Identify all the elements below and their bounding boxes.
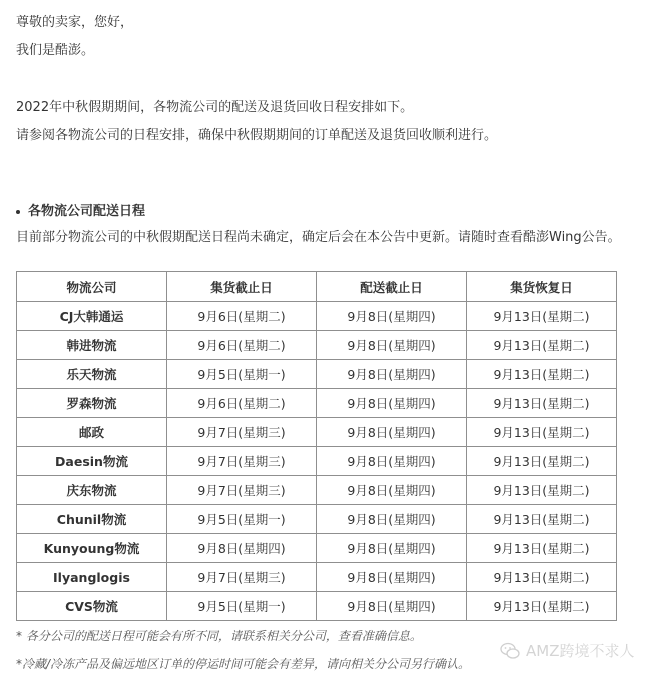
greeting: 尊敬的卖家，您好， — [16, 15, 134, 30]
cell-pickup-resume: 9月13日(星期二) — [467, 592, 617, 621]
cell-carrier: Chunil物流 — [17, 505, 167, 534]
cell-delivery-cutoff: 9月8日(星期四) — [317, 534, 467, 563]
section-title — [16, 200, 145, 219]
table-row — [17, 389, 617, 418]
intro-we-are: 我们是酷澎。 — [16, 43, 95, 58]
table-row — [17, 331, 617, 360]
bullet-icon — [16, 210, 20, 214]
cell-carrier: 乐天物流 — [17, 360, 167, 389]
cell-carrier: 罗森物流 — [17, 389, 167, 418]
cell-delivery-cutoff: 9月8日(星期四) — [317, 476, 467, 505]
cell-delivery-cutoff: 9月8日(星期四) — [317, 331, 467, 360]
cell-carrier: Daesin物流 — [17, 447, 167, 476]
cell-pickup-cutoff: 9月5日(星期一) — [167, 360, 317, 389]
cell-pickup-cutoff: 9月6日(星期二) — [167, 302, 317, 331]
cell-pickup-resume: 9月13日(星期二) — [467, 418, 617, 447]
table-row — [17, 302, 617, 331]
cell-pickup-cutoff: 9月7日(星期三) — [167, 476, 317, 505]
cell-delivery-cutoff: 9月8日(星期四) — [317, 360, 467, 389]
header-carrier: 物流公司 — [17, 272, 167, 302]
note-1: * 各分公司的配送日程可能会有所不同，请联系相关分公司，查看准确信息。 — [16, 629, 422, 643]
cell-delivery-cutoff: 9月8日(星期四) — [317, 389, 467, 418]
cell-pickup-cutoff: 9月7日(星期三) — [167, 418, 317, 447]
cell-pickup-resume: 9月13日(星期二) — [467, 563, 617, 592]
cell-delivery-cutoff: 9月8日(星期四) — [317, 447, 467, 476]
table-header-row — [17, 272, 617, 302]
cell-delivery-cutoff: 9月8日(星期四) — [317, 592, 467, 621]
header-pickup-cutoff: 集货截止日 — [167, 272, 317, 302]
header-pickup-resume: 集货恢复日 — [467, 272, 617, 302]
cell-pickup-cutoff: 9月6日(星期二) — [167, 389, 317, 418]
cell-delivery-cutoff: 9月8日(星期四) — [317, 563, 467, 592]
cell-pickup-resume: 9月13日(星期二) — [467, 331, 617, 360]
cell-pickup-resume: 9月13日(星期二) — [467, 476, 617, 505]
table-row — [17, 563, 617, 592]
cell-carrier: CJ大韩通运 — [17, 302, 167, 331]
table-row — [17, 476, 617, 505]
cell-pickup-resume: 9月13日(星期二) — [467, 360, 617, 389]
cell-carrier: Kunyoung物流 — [17, 534, 167, 563]
cell-carrier: 韩进物流 — [17, 331, 167, 360]
table-row — [17, 360, 617, 389]
schedule-table — [16, 271, 617, 621]
cell-pickup-cutoff: 9月5日(星期一) — [167, 592, 317, 621]
cell-carrier: CVS物流 — [17, 592, 167, 621]
cell-pickup-cutoff: 9月8日(星期四) — [167, 534, 317, 563]
table-row — [17, 592, 617, 621]
section-title-text: 各物流公司配送日程 — [28, 204, 146, 219]
cell-pickup-cutoff: 9月7日(星期三) — [167, 563, 317, 592]
cell-pickup-resume: 9月13日(星期二) — [467, 505, 617, 534]
table-row — [17, 418, 617, 447]
cell-pickup-resume: 9月13日(星期二) — [467, 302, 617, 331]
cell-delivery-cutoff: 9月8日(星期四) — [317, 505, 467, 534]
note-2: *冷藏/冷冻产品及偏远地区订单的停运时间可能会有差异，请向相关分公司另行确认。 — [16, 657, 471, 671]
cell-delivery-cutoff: 9月8日(星期四) — [317, 418, 467, 447]
cell-pickup-resume: 9月13日(星期二) — [467, 447, 617, 476]
cell-delivery-cutoff: 9月8日(星期四) — [317, 302, 467, 331]
cell-pickup-resume: 9月13日(星期二) — [467, 534, 617, 563]
cell-pickup-resume: 9月13日(星期二) — [467, 389, 617, 418]
intro-paragraph-2: 请参阅各物流公司的日程安排，确保中秋假期期间的订单配送及退货回收顺利进行。 — [16, 128, 498, 143]
cell-pickup-cutoff: 9月7日(星期三) — [167, 447, 317, 476]
section-description: 目前部分物流公司的中秋假期配送日程尚未确定，确定后会在本公告中更新。请随时查看酷澎Wing公告。 — [16, 230, 621, 245]
cell-carrier: 邮政 — [17, 418, 167, 447]
cell-pickup-cutoff: 9月6日(星期二) — [167, 331, 317, 360]
intro-paragraph-1: 2022年中秋假期期间，各物流公司的配送及退货回收日程安排如下。 — [16, 100, 414, 115]
header-delivery-cutoff: 配送截止日 — [317, 272, 467, 302]
watermark-text: AMZ跨境不求人 — [526, 642, 635, 660]
table-row — [17, 505, 617, 534]
table-row — [17, 447, 617, 476]
wechat-icon — [500, 642, 520, 660]
cell-pickup-cutoff: 9月5日(星期一) — [167, 505, 317, 534]
cell-carrier: Ilyanglogis — [17, 563, 167, 592]
table-row — [17, 534, 617, 563]
cell-carrier: 庆东物流 — [17, 476, 167, 505]
watermark — [500, 640, 634, 661]
